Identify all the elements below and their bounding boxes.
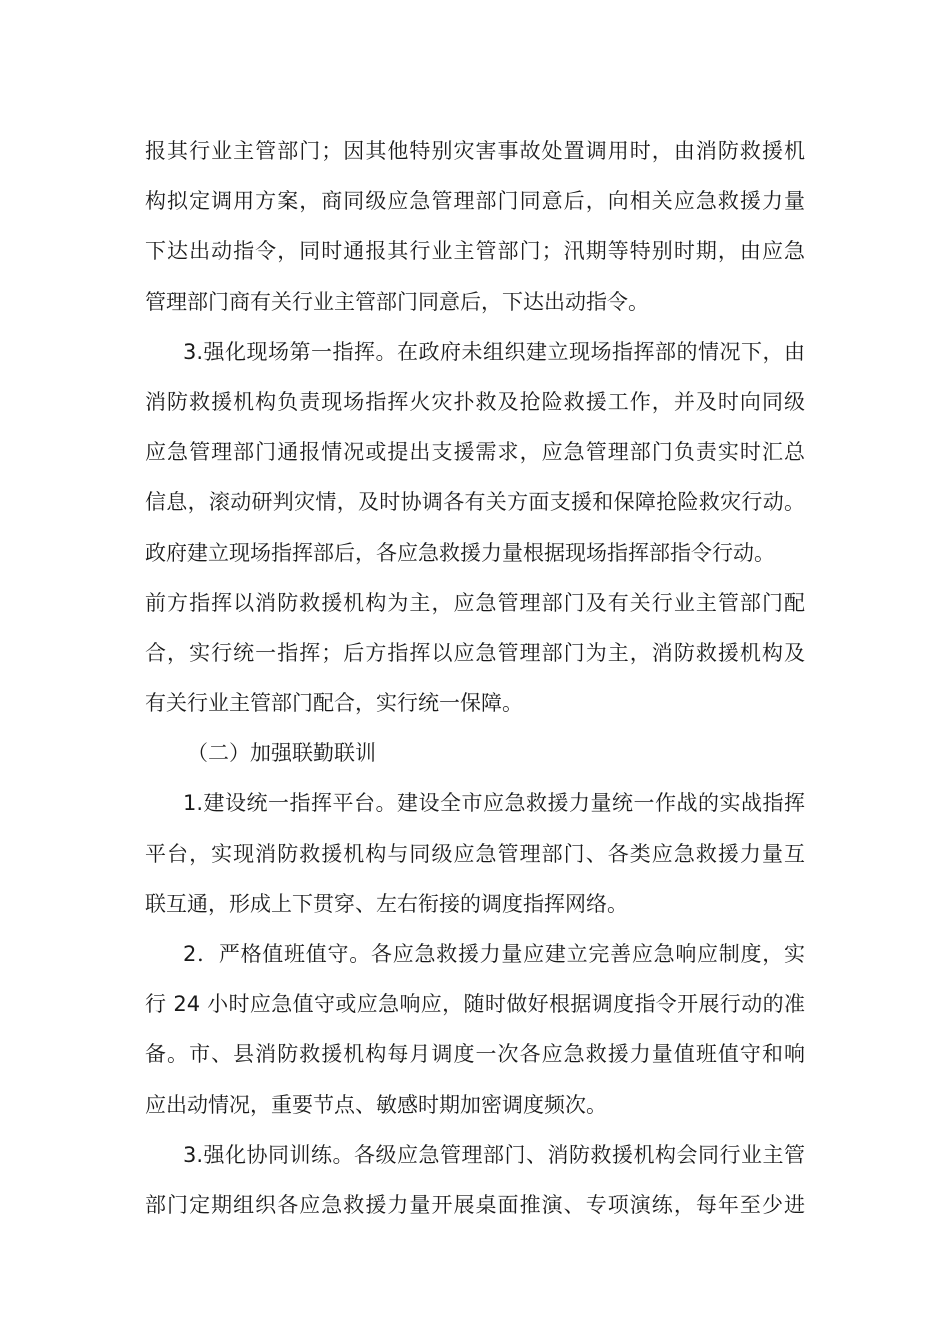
text-line: 行 24 小时应急值守或应急响应，随时做好根据调度指令开展行动的准 [145,992,805,1017]
body-text [145,126,805,1230]
text-line: 信息，滚动研判灾情，及时协调各有关方面支援和保障抢险救灾行动。 [145,490,805,515]
text-line: 构拟定调用方案，商同级应急管理部门同意后，向相关应急救援力量 [145,189,805,214]
text-line: 报其行业主管部门；因其他特别灾害事故处置调用时，由消防救援机 [145,139,805,163]
paragraph-first-line: 2．严格值班值守。各应急救援力量应建立完善应急响应制度，实 [183,942,805,966]
text-line: 应出动情况，重要节点、敏感时期加密调度频次。 [145,1092,607,1117]
text-line: 政府建立现场指挥部后，各应急救援力量根据现场指挥部指令行动。 [145,540,775,565]
paragraph-first-line: 1.建设统一指挥平台。建设全市应急救援力量统一作战的实战指挥 [183,791,805,816]
text-line: 联互通，形成上下贯穿、左右衔接的调度指挥网络。 [145,891,628,916]
paragraph-first-line: 3.强化现场第一指挥。在政府未组织建立现场指挥部的情况下，由 [183,339,805,364]
text-line: 管理部门商有关行业主管部门同意后，下达出动指令。 [145,289,649,314]
text-line: 应急管理部门通报情况或提出支援需求，应急管理部门负责实时汇总 [145,440,805,465]
text-line: 消防救援机构负责现场指挥火灾扑救及抢险救援工作，并及时向同级 [145,389,805,414]
text-line: 下达出动指令，同时通报其行业主管部门；汛期等特别时期，由应急 [145,239,805,264]
text-line: 前方指挥以消防救援机构为主，应急管理部门及有关行业主管部门配 [145,590,805,615]
text-line: 备。市、县消防救援机构每月调度一次各应急救援力量值班值守和响 [145,1042,805,1067]
section-heading: （二）加强联勤联训 [187,741,376,766]
text-line: 部门定期组织各应急救援力量开展桌面推演、专项演练，每年至少进 [145,1192,805,1217]
paragraph-first-line: 3.强化协同训练。各级应急管理部门、消防救援机构会同行业主管 [183,1142,805,1167]
text-line: 有关行业主管部门配合，实行统一保障。 [145,691,523,716]
text-line: 合，实行统一指挥；后方指挥以应急管理部门为主，消防救援机构及 [145,640,805,665]
text-line: 平台，实现消防救援机构与同级应急管理部门、各类应急救援力量互 [145,841,805,866]
